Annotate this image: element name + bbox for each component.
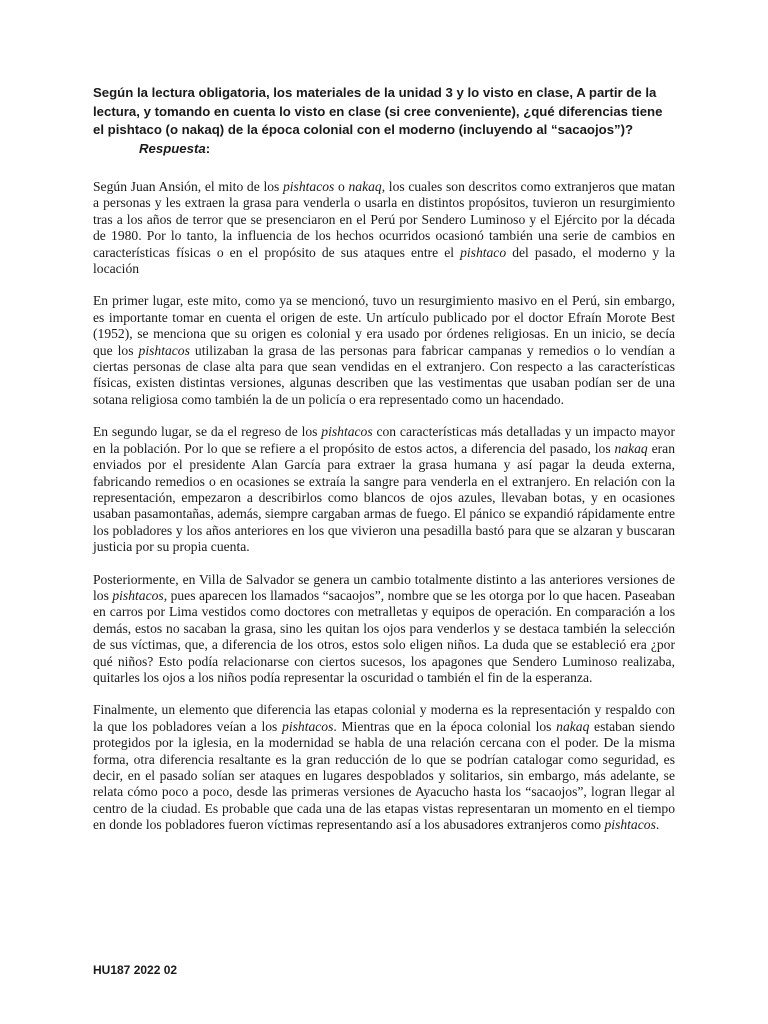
paragraph-text-run: Según Juan Ansión, el mito de los (93, 179, 283, 194)
paragraph-text-run: , pues aparecen los llamados “sacaojos”, nombre que se les otorga por lo que hacen. Paseaban en carros por Lima vestidos como doctores con metralletas y equipos de operación. En comparación a los demás, estos no sacaban la grasa, sino les quitan los ojos para venderlos y se destaca también la selección de sus víctimas, que, a diferencia de los otros, estos solo eligen niños. La duda que se estableció era ¿por qué niños? Esto podía relacionarse con ciertos sucesos, los apagones que Sendero Luminoso realizaba, quitarles los ojos a los niños podía representar la oscuridad o también el fin de la esperanza. (93, 587, 675, 685)
paragraph-text-run: Posteriormente, en Villa de Salvador se genera un cambio totalmente distinto a las anteriores versiones de los (93, 571, 675, 603)
paragraph-text-run: En segundo lugar, se da el regreso de los (93, 424, 322, 440)
answer-label-colon: : (205, 140, 211, 156)
answer-label (139, 140, 675, 159)
answer-paragraph-1 (93, 179, 675, 277)
paragraph-text-run: del pasado, el moderno y la locación (93, 244, 675, 277)
paragraph-text-run: con características más detalladas y un impacto mayor en la población. Por lo que se refiere a el propósito de estos actos, a diferencia del pasado, los (93, 424, 675, 456)
paragraph-text-run: eran enviados por el presidente Alan García para extraer la grasa humana y así pagar la deuda externa, fabricando remedios o en ocasiones se extraía la sangre para venderla en el extranjero. En relación con la representación, empezaron a describirlos como blancos de ojos azules, llevaban botas, y en ocasiones usaban pasamontañas, además, siempre cargaban armas de fuego. El pánico se expandió rápidamente entre los pobladores y los años anteriores en los que vivieron una pesadilla bastó para que se alzaran y buscaran justicia por su propia cuenta. (93, 440, 675, 555)
answer-paragraph-5 (93, 702, 675, 833)
answer-paragraph-4 (93, 572, 675, 687)
paragraph-text-run: estaban siendo protegidos por la iglesia, en la modernidad se habla de una relación cercana con el poder. De la misma forma, otra diferencia resaltante es la gran reducción de lo que se podrían catalogar como seguridad, es decir, en el pasado solían ser ataques en lugares despoblados y solitarios, sin embargo, más adelante, se relata cómo poco a poco, desde las primeras versiones de Ayacucho hasta los “sacaojos”, logran llegar al centro de la ciudad. Es probable que cada una de las etapas vistas representaran un momento en el tiempo en donde los pobladores fueron víctimas representando así a los abusadores extranjeros como (93, 718, 675, 833)
italic-term: pishtacos (112, 587, 164, 603)
footer-course-code: HU187 2022 02 (93, 963, 178, 977)
italic-term: pishtacos (282, 718, 334, 734)
paragraph-text-run: En primer lugar, este mito, como ya se mencionó, tuvo un resurgimiento masivo en el Perú, sin embargo, es importante tomar en cuenta el origen de este. Un artículo publicado por el doctor Efraín Morote Best (1952), se menciona que su origen es colonial y era usado por órdenes religiosas. En un inicio, se decía que los (93, 293, 675, 358)
paragraph-text-run: utilizaban la grasa de las personas para fabricar campanas y remedios o lo vendían a ciertas personas de clase alta para que sean vendidas en el extranjero. Con respecto a las características físicas, existen distintas versiones, algunas describen que las vestimentas que usaban podían ser de una sotana religiosa como también la de un policía o era representado como un hacendado. (93, 342, 675, 407)
italic-term: pishtacos (138, 342, 190, 358)
paragraph-text-run: . Mientras que en la época colonial los (333, 718, 557, 734)
question-text: Según la lectura obligatoria, los materiales de la unidad 3 y lo visto en clase, A partir de la lectura, y tomando en cuenta lo visto en clase (si cree conveniente), ¿qué diferencias tiene el pishtaco (o nakaq) de la época colonial con el moderno (incluyendo al “sacaojos”)? (93, 85, 663, 137)
italic-term: nakaq (348, 179, 382, 194)
italic-term: pishtacos (282, 179, 335, 194)
italic-term: pishtacos (604, 817, 656, 833)
paragraph-text-run: . (655, 817, 660, 833)
italic-term: nakaq (556, 718, 590, 734)
italic-term: nakaq (614, 440, 648, 456)
paragraph-text-run: Finalmente, un elemento que diferencia las etapas colonial y moderna es la representación y respaldo con la que los pobladores veían a los (93, 702, 675, 734)
paragraph-text-run: , los cuales son descritos como extranjeros que matan a personas y les extraen la grasa para venderla o usarla en distintos propósitos, tuvieron un resurgimiento tras a los años de terror que se presenciaron en el Perú por Sendero Luminoso y el Ejército por la década de 1980. Por lo tanto, la influencia de los hechos ocurridos ocasionó también una serie de cambios en características físicas o en el propósito de sus ataques entre el (93, 179, 675, 260)
paragraph-text-run: o (334, 179, 349, 194)
italic-term: pishtacos (321, 424, 373, 440)
italic-term: pishtaco (460, 244, 507, 260)
answer-paragraph-3 (93, 424, 675, 555)
document-page (93, 84, 675, 834)
answer-label-text: Respuesta (139, 140, 206, 156)
answer-paragraph-2 (93, 293, 675, 408)
